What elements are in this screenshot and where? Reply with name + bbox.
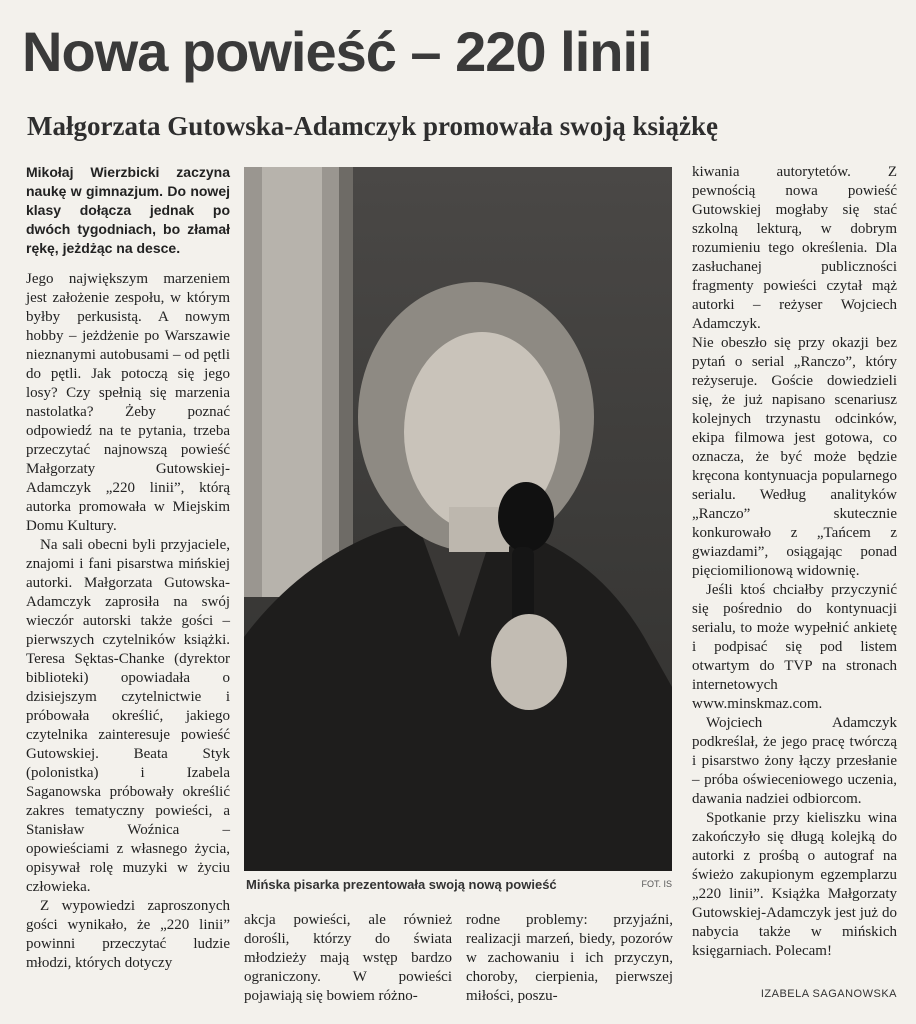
subheadline: Małgorzata Gutowska-Adamczyk promowała swoją książkę xyxy=(27,111,718,141)
photo-caption xyxy=(246,877,672,892)
column3-paragraph-5: Spotkanie przy kieliszku wina zakończyło się długą kolejką do autorki z prośbą o autograf na świeżo zakupionym egzemplarzu „220 linii”. Książka Małgorzaty Gutowskiej-Adamczyk jest już do nabycia także w mińskich księgarniach. Polecam! xyxy=(692,810,897,959)
column1-paragraph-3: Z wypowiedzi zaproszonych gości wynikało, że „220 linii” powinni przeczytać ludzie młodzi, których dotyczy xyxy=(26,898,230,971)
column3-paragraph-3: Jeśli ktoś chciałby przyczynić się pośrednio do kontynuacji serialu, to może wypełnić ankietę i podpisać się pod listem otwartym do TVP na stronach internetowych www.minskmaz.com. xyxy=(692,582,897,712)
woman-with-microphone-photo xyxy=(244,167,672,871)
column3-paragraph-4: Wojciech Adamczyk podkreślał, że jego pracę twórczą i pisarstwo żony łączy przesłanie – próba oświeceniowego uczenia, dawania nadziei odbiorcom. xyxy=(692,715,897,807)
photo-caption-text: Mińska pisarka prezentowała swoją nową powieść xyxy=(246,877,557,892)
article-column-2b xyxy=(466,911,673,1006)
column2a-paragraph: akcja powieści, ale również dorośli, którzy do świata młodzieży mają wstęp bardzo ograniczony. W powieści pojawiają się bowiem różno- xyxy=(244,912,452,1004)
article-column-1 xyxy=(26,163,230,973)
article-lead: Mikołaj Wierzbicki zaczyna naukę w gimnazjum. Do nowej klasy dołącza jednak po dwóch tygodniach, bo złamał rękę, jeżdżąc na desce. xyxy=(26,164,230,256)
headline: Nowa powieść – 220 linii xyxy=(22,20,652,83)
author-byline: IZABELA SAGANOWSKA xyxy=(760,988,897,1000)
column3-paragraph-2: Nie obeszło się przy okazji bez pytań o serial „Ranczo”, który reżyseruje. Goście dowiedzieli się, że już napisano scenariusz kolejnych trzynastu odcinków, ekipa filmowa jest gotowa, co oznacza, że być może będzie kręcona kontynuacja popularnego serialu. Według analityków „Ranczo” skutecznie konkurowało z „Tańcem z gwiazdami”, osiągając ponad pięciomilionową widownię. xyxy=(692,335,897,579)
article-photo xyxy=(244,167,672,871)
column3-paragraph-1: kiwania autorytetów. Z pewnością nowa powieść Gutowskiej mogłaby się stać szkolną lekturą, w dobrym rozumieniu tego określenia. Dla zasłuchanej publiczności fragmenty powieści czytał mąż autorki – reżyser Wojciech Adamczyk. xyxy=(692,164,897,332)
column1-paragraph-1: Jego największym marzeniem jest założenie zespołu, w którym byłby perkusistą. A nowym hobby – jeżdżenie po Warszawie nieznanymi autobusami – od pętli do pętli. Jak potoczą się jego losy? Czy spełnią się marzenia nastolatka? Żeby poznać odpowiedź na te pytania, trzeba przeczytać najnowszą powieść Małgorzaty Gutowskiej-Adamczyk „220 linii”, którą autorka promowała w Miejskim Domu Kultury. xyxy=(26,271,230,534)
article-column-2a xyxy=(244,911,452,1006)
column1-paragraph-2: Na sali obecni byli przyjaciele, znajomi i fani pisarstwa mińskiej autorki. Małgorzata Gutowska-Adamczyk zaprosiła na swój wieczór autorski także gości – pierwszych czytelników książki. Teresa Sęktas-Chanke (dyrektor biblioteki) opowiadała o dzisiejszym czytelnictwie i próbowała określić, jakiego czytelnika zainteresuje powieść Gutowskiej. Beata Styk (polonistka) i Izabela Saganowska próbowały określić zakres tematyczny powieści, a Stanisław Woźnica – opowieściami z własnego życia, opisywał rolę muzyki w życiu człowieka. xyxy=(26,537,230,895)
column2b-paragraph: rodne problemy: przyjaźni, realizacji marzeń, biedy, pozorów w zachowaniu i ich przyczyn, choroby, cierpienia, pierwszej miłości, poszu- xyxy=(466,912,673,1004)
article-column-3 xyxy=(692,163,897,961)
photo-credit: FOT. IS xyxy=(641,879,672,889)
